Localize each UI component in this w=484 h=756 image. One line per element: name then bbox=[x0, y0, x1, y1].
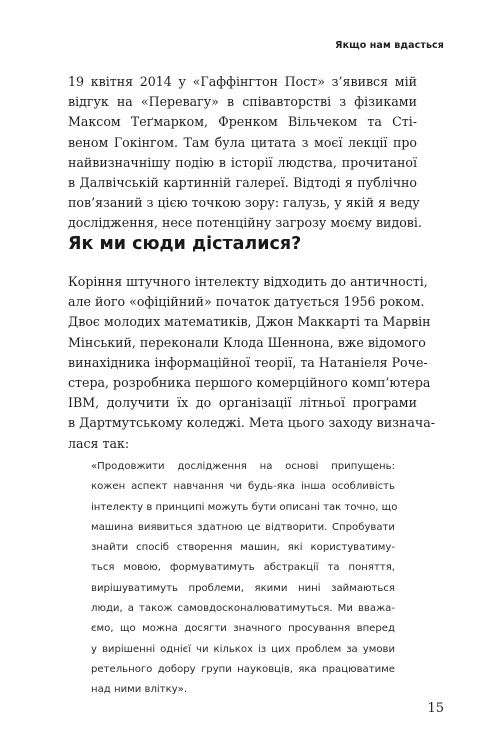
quote-line: кожен аспект навчання чи будь-яка інша особливість bbox=[91, 481, 395, 493]
quote-line: вирішуватимуть проблеми, якими нині займаються bbox=[91, 582, 395, 594]
quote-line: знайти спосіб створення машин, які користуватиму- bbox=[91, 542, 395, 554]
quote-line: інтелекту в принципі можуть бути описані так точно, що bbox=[91, 501, 398, 513]
quote-line: ємо, що можна досягти значного просування вперед bbox=[91, 623, 395, 635]
text-line: веном Гокінгом. Там була цитата з моєї лекції про bbox=[68, 134, 417, 150]
quote-line: люди, а також самовдосконалюватимуться. Ми вважа- bbox=[91, 603, 395, 615]
text-line: але його «офіційний» початок датується 1956 роком. bbox=[68, 294, 425, 310]
text-line: Максом Теґмарком, Френком Вільчеком та Сті- bbox=[68, 114, 417, 130]
text-line: Двоє молодих математиків, Джон Маккарті та Марвін bbox=[68, 314, 431, 330]
section-heading: Як ми сюди дісталися? bbox=[68, 234, 302, 254]
paragraph-1 bbox=[68, 72, 422, 234]
text-line: найвизначнішу подію в історії людства, прочитаної bbox=[68, 154, 417, 170]
quote-line: ться мовою, формуватимуть абстракції та поняття, bbox=[91, 562, 395, 574]
page-number: 15 bbox=[427, 701, 444, 716]
text-line: 19 квітня 2014 у «Гаффінгтон Пост» з’явився мій bbox=[68, 74, 417, 89]
text-line: стера, розробника першого комерційного комп’ютера bbox=[68, 375, 431, 391]
text-line: в Дартмутському коледжі. Мета цього заходу визнача- bbox=[68, 415, 436, 431]
quote-line: «Продовжити дослідження на основі припущень: bbox=[91, 461, 395, 472]
quote-line: машина виявиться здатною це відтворити. Спробувати bbox=[91, 521, 395, 533]
text-line: IBM, долучити їх до організації літньої програми bbox=[68, 395, 417, 411]
quote-line: у вирішенні однієї чи кількох із цих проблем за умови bbox=[91, 643, 395, 655]
text-line: Коріння штучного інтелекту відходить до античності, bbox=[68, 274, 428, 289]
text-line: в Далвічській картинній галереї. Відтоді я публічно bbox=[68, 175, 417, 191]
paragraph-2 bbox=[68, 272, 436, 454]
block-quote bbox=[91, 457, 398, 701]
quote-line: ретельного добору групи науковців, яка працюватиме bbox=[91, 663, 395, 675]
text-line: винахідника інформаційної теорії, та Натаніеля Роче- bbox=[68, 354, 428, 370]
text-line: Мінський, переконали Клода Шеннона, вже відомого bbox=[68, 334, 426, 350]
quote-line: над ними влітку». bbox=[91, 684, 188, 696]
text-line: лася так: bbox=[68, 435, 130, 451]
text-line: дослідження, несе потенційну загрозу моєму видові. bbox=[68, 215, 422, 231]
text-line: пов’язаний з цією точкою зору: галузь, у якій я веду bbox=[68, 195, 420, 211]
text-line: відгук на «Перевагу» в співавторстві з фізиками bbox=[68, 94, 417, 110]
running-header: Якщо нам вдасться bbox=[335, 40, 444, 51]
